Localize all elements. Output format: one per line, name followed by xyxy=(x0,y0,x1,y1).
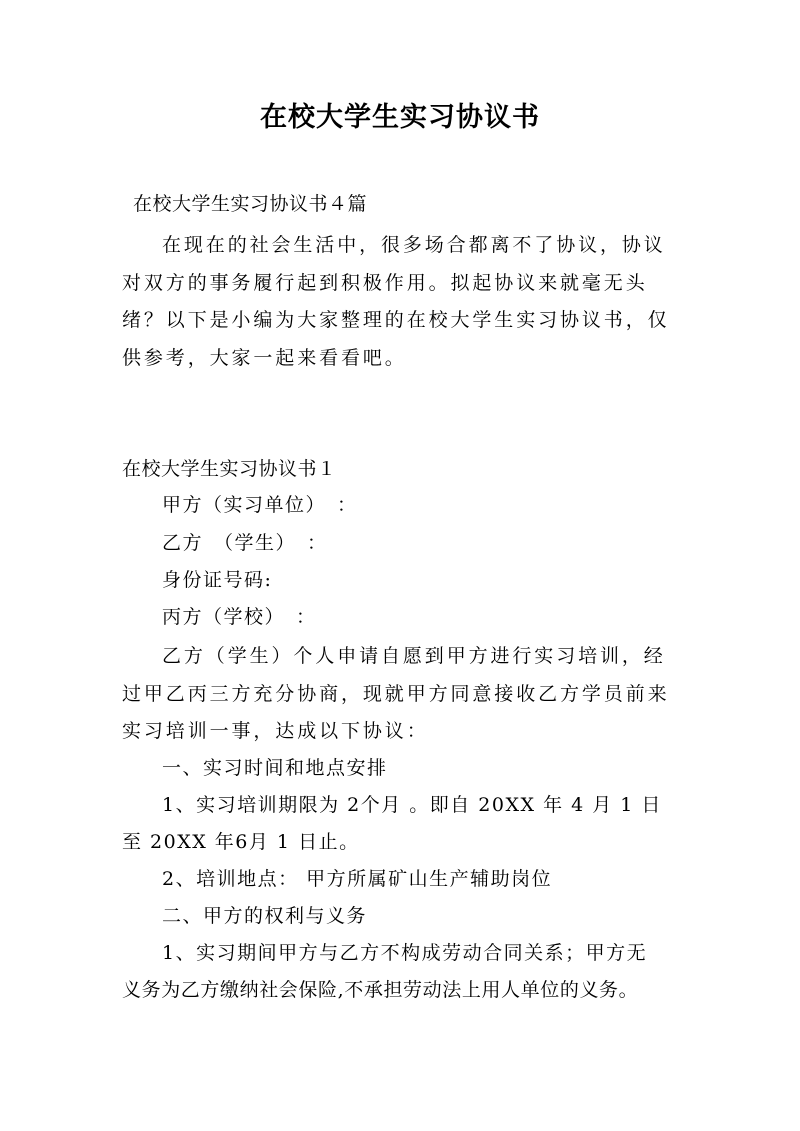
document-subtitle: 在校大学生实习协议书４篇 xyxy=(133,193,368,215)
party-a-line: 甲方（实习单位） ： xyxy=(162,494,358,516)
item-period-line-1: 1、实习培训期限为 2个月 。即自 20XX 年 4 月 1 日 xyxy=(162,794,662,816)
document-title: 在校大学生实习协议书 xyxy=(260,102,540,133)
party-c-line: 丙方（学校） ： xyxy=(162,606,317,628)
heading-party-a-rights: 二、甲方的权利与义务 xyxy=(162,905,368,927)
heading-time-location: 一、实习时间和地点安排 xyxy=(162,757,388,779)
section-title: 在校大学生实习协议书１ xyxy=(122,458,337,480)
id-number-line: 身份证号码: xyxy=(162,569,273,591)
agreement-paragraph: 乙方（学生）个人申请自愿到甲方进行实习培训，经过甲乙丙三方充分协商，现就甲方同意接收乙方学员前来实习培训一事，达成以下协议： xyxy=(122,645,670,742)
item-rights-line-1: 1、实习期间甲方与乙方不构成劳动合同关系；甲方无 xyxy=(162,942,648,964)
party-b-line: 乙方 （学生） ： xyxy=(162,532,328,554)
intro-paragraph: 在现在的社会生活中，很多场合都离不了协议，协议对双方的事务履行起到积极作用。拟起协议来就毫无头绪？以下是小编为大家整理的在校大学生实习协议书，仅供参考，大家一起来看看吧。 xyxy=(122,234,670,369)
item-location-line: 2、培训地点： 甲方所属矿山生产辅助岗位 xyxy=(162,868,553,890)
item-period-line-2: 至 20XX 年6月 1 日止。 xyxy=(122,831,360,853)
item-rights-line-2: 义务为乙方缴纳社会保险,不承担劳动法上用人单位的义务。 xyxy=(122,979,639,1001)
